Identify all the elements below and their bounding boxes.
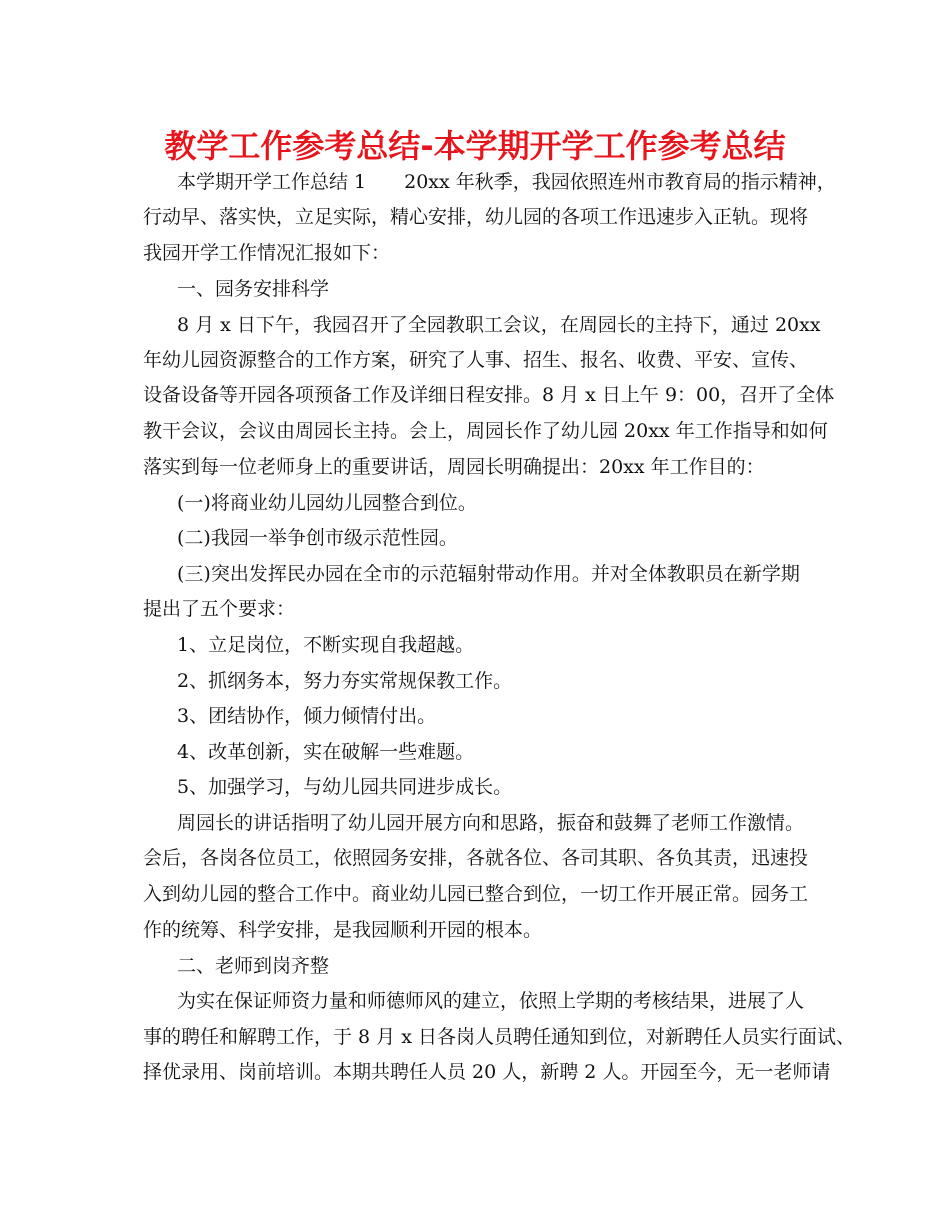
list-item: 5、加强学习，与幼儿园共同进步成长。 [177,776,513,798]
text-line: 周园长的讲话指明了幼儿园开展方向和思路，振奋和鼓舞了老师工作激情。 [177,812,805,834]
list-item: 2、抓纲务本，努力夯实常规保教工作。 [177,670,513,692]
text-line: 8 月 x 日下午，我园召开了全园教职工会议，在周园长的主持下，通过 20xx [177,314,821,336]
section-heading: 二、老师到岗齐整 [177,955,330,977]
text-line: 提出了五个要求： [143,598,296,620]
text-line: 年幼儿园资源整合的工作方案，研究了人事、招生、报名、收费、平安、宣传、 [143,349,809,371]
list-item: 3、团结协作，倾力倾情付出。 [177,705,437,727]
document-title: 教学工作参考总结-本学期开学工作参考总结 [164,127,786,165]
text-line: 我园开学工作情况汇报如下： [143,242,391,264]
text-line: 落实到每一位老师身上的重要讲话，周园长明确提出：20xx 年工作目的： [143,456,765,478]
section-heading: 一、园务安排科学 [177,278,330,300]
list-item: (二)我园一举争创市级示范性园。 [177,527,458,549]
text-line: 入到幼儿园的整合工作中。商业幼儿园已整合到位，一切工作开展正常。园务工 [143,883,809,905]
text-line: 行动早、落实快，立足实际，精心安排，幼儿园的各项工作迅速步入正轨。现将 [143,206,809,228]
list-item: 1、立足岗位，不断实现自我超越。 [177,634,475,656]
list-item: (三)突出发挥民办园在全市的示范辐射带动作用。并对全体教职员在新学期 [177,563,800,585]
text-line: 会后，各岗各位员工，依照园务安排，各就各位、各司其职、各负其责，迅速投 [143,847,809,869]
text-line: 事的聘任和解聘工作，于 8 月 x 日各岗人员聘任通知到位，对新聘任人员实行面试、 [143,1026,855,1048]
list-item: (一)将商业幼儿园幼儿园整合到位。 [177,492,477,514]
text-line: 本学期开学工作总结 1 20xx 年秋季，我园依照连州市教育局的指示精神， [177,171,836,193]
text-line: 设备设备等开园各项预备工作及详细日程安排。8 月 x 日上午 9：00，召开了全体 [143,384,835,406]
text-line: 为实在保证师资力量和师德师风的建立，依照上学期的考核结果，进展了人 [177,990,805,1012]
text-line: 作的统筹、科学安排，是我园顺利开园的根本。 [143,919,543,941]
text-line: 教干会议，会议由周园长主持。会上，周园长作了幼儿园 20xx 年工作指导和如何 [143,420,828,442]
text-line: 择优录用、岗前培训。本期共聘任人员 20 人，新聘 2 人。开园至今，无一老师请 [143,1061,831,1083]
list-item: 4、改革创新，实在破解一些难题。 [177,741,475,763]
